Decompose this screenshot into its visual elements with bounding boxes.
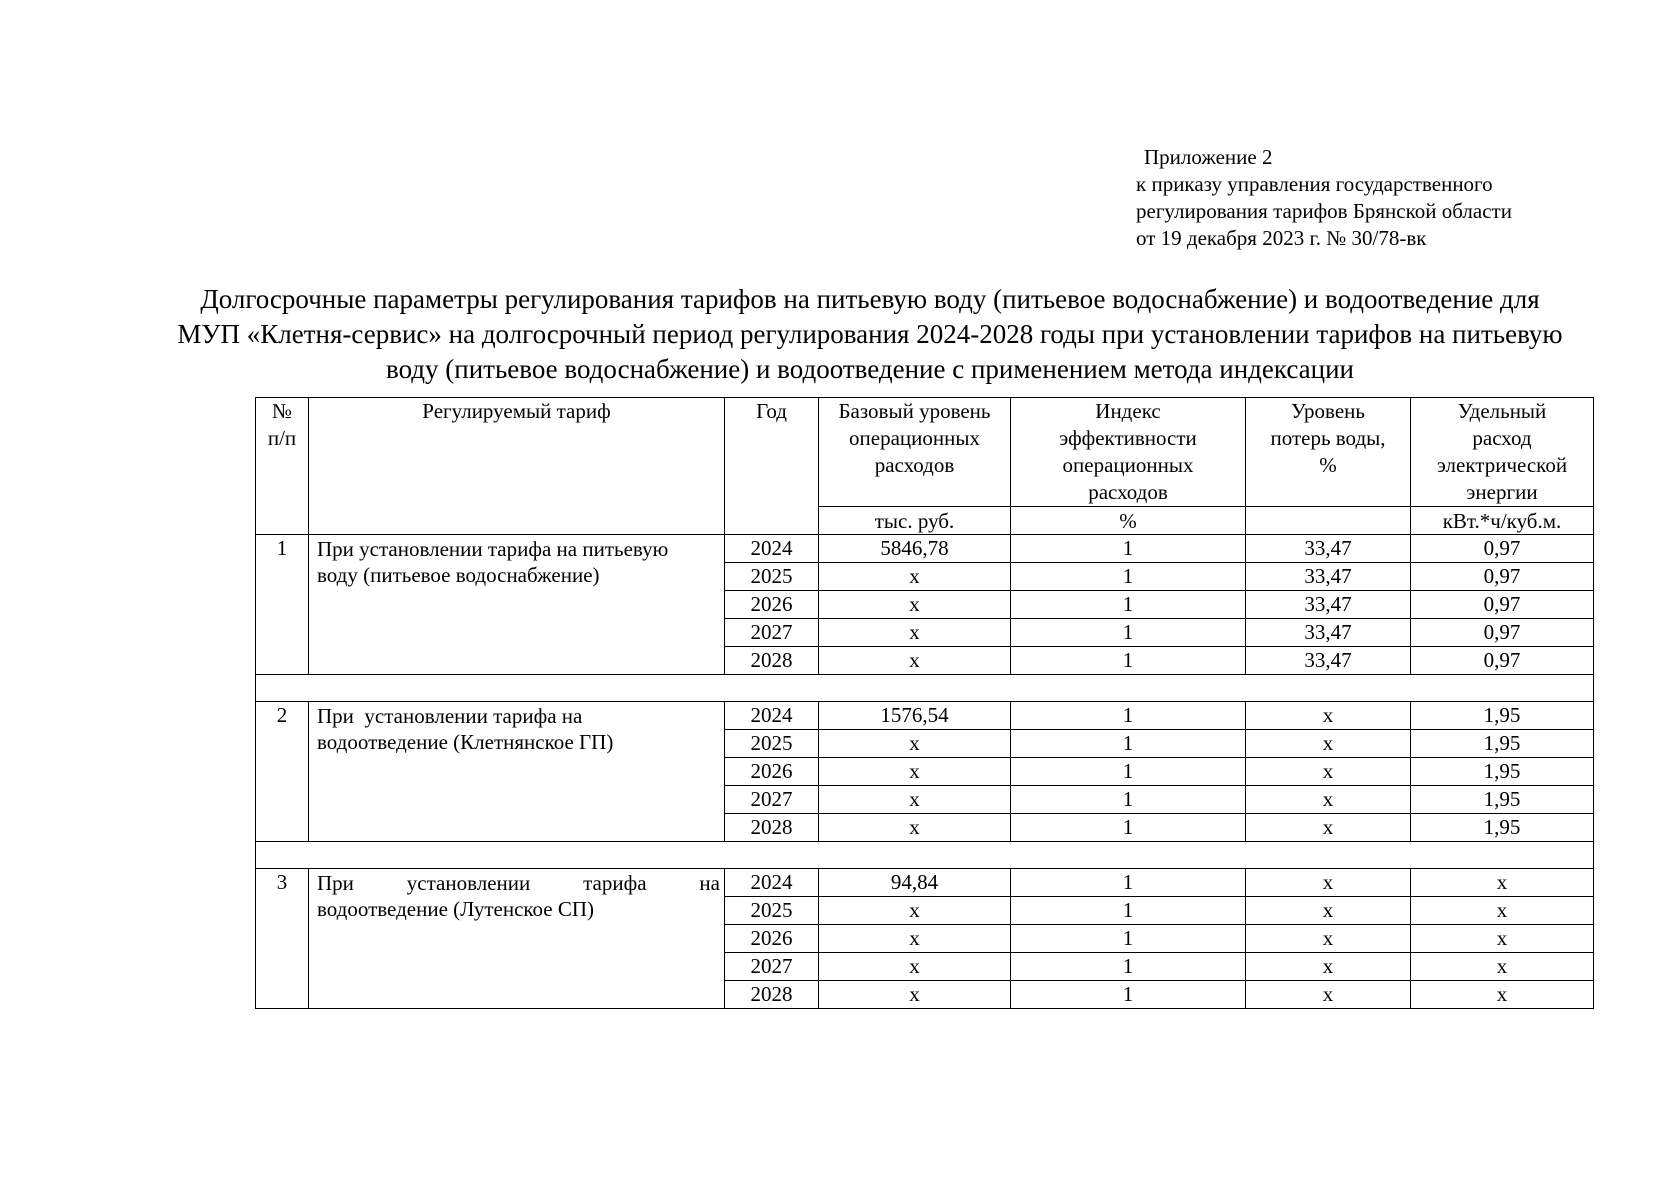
cell-energy: 1,95 [1411,814,1594,842]
table-row [256,702,1594,730]
cell-energy: 1,95 [1411,786,1594,814]
cell-index: 1 [1011,702,1246,730]
tariff-text: При установлении тарифа на питьевую [317,537,669,561]
cell-year: 2026 [725,758,819,786]
cell-year: 2027 [725,953,819,981]
cell-base: x [819,981,1011,1009]
cell-index: 1 [1011,619,1246,647]
cell-base: x [819,730,1011,758]
unit-index: % [1011,507,1246,535]
appendix-note [1136,144,1512,252]
cell-loss: 33,47 [1246,619,1411,647]
cell-base: x [819,758,1011,786]
cell-energy: 0,97 [1411,535,1594,563]
cell-index: 1 [1011,925,1246,953]
tariff-text-justified [317,870,720,896]
cell-loss: 33,47 [1246,647,1411,675]
cell-year: 2025 [725,897,819,925]
cell-energy: 1,95 [1411,730,1594,758]
tariff-word: на [699,871,720,895]
title-line: Долгосрочные параметры регулирования тарифов на питьевую воду (питьевое водоснабжение) и водоотведение для [200,284,1540,314]
title-line: МУП «Клетня-сервис» на долгосрочный период регулирования 2024-2028 годы при установлении тарифов на питьевую [177,319,1563,349]
tariff-text: При установлении тарифа на [317,704,583,728]
header-row [256,398,1594,507]
cell-energy: x [1411,925,1594,953]
cell-base: x [819,897,1011,925]
cell-index: 1 [1011,897,1246,925]
cell-energy: 1,95 [1411,702,1594,730]
tariff-text: водоотведение (Лутенское СП) [317,897,595,921]
cell-index: 1 [1011,591,1246,619]
tariff-description [309,535,725,675]
cell-year: 2024 [725,869,819,897]
cell-loss: x [1246,702,1411,730]
cell-energy: 0,97 [1411,591,1594,619]
header-base-costs [819,398,1011,507]
group-separator [256,675,1594,702]
cell-year: 2025 [725,730,819,758]
header-text: Базовый уровень [838,399,991,423]
header-text: Удельный [1457,399,1547,423]
cell-energy: x [1411,953,1594,981]
cell-base: 5846,78 [819,535,1011,563]
header-text: энергии [1466,480,1538,504]
header-text: № [271,399,293,423]
cell-year: 2024 [725,535,819,563]
header-text: Уровень [1291,399,1365,423]
header-text: п/п [267,426,297,450]
cell-year: 2027 [725,786,819,814]
appendix-line: к приказу управления государственного [1136,172,1493,196]
cell-index: 1 [1011,981,1246,1009]
cell-loss: x [1246,869,1411,897]
tariff-word: установлении [406,871,531,895]
tariff-text: воду (питьевое водоснабжение) [317,563,600,587]
cell-energy: x [1411,981,1594,1009]
header-water-loss [1246,398,1411,507]
cell-base: x [819,925,1011,953]
cell-base: x [819,647,1011,675]
header-tariff: Регулируемый тариф [309,398,725,535]
cell-loss: x [1246,786,1411,814]
cell-year: 2028 [725,814,819,842]
tariff-description [309,869,725,1009]
header-text: операционных [1062,453,1194,477]
cell-loss: x [1246,953,1411,981]
header-text: % [1319,453,1337,477]
header-efficiency-index [1011,398,1246,507]
cell-energy: 0,97 [1411,647,1594,675]
cell-base: 94,84 [819,869,1011,897]
table-body [256,398,1594,1009]
document-title [140,282,1600,387]
cell-index: 1 [1011,786,1246,814]
row-number: 3 [256,869,309,1009]
cell-energy: 1,95 [1411,758,1594,786]
header-number [256,398,309,535]
separator-cell [256,842,1594,869]
table-row [256,535,1594,563]
header-year: Год [725,398,819,535]
cell-loss: 33,47 [1246,535,1411,563]
cell-loss: x [1246,730,1411,758]
separator-cell [256,675,1594,702]
header-text: потерь воды, [1270,426,1386,450]
unit-energy: кВт.*ч/куб.м. [1411,507,1594,535]
cell-base: x [819,786,1011,814]
cell-energy: 0,97 [1411,563,1594,591]
tariff-description [309,702,725,842]
header-text: электрической [1436,453,1568,477]
header-text: эффективности [1059,426,1197,450]
appendix-line: Приложение 2 [1144,145,1273,169]
header-text: расходов [1088,480,1168,504]
table-row [256,869,1594,897]
tariff-text: водоотведение (Клетнянское ГП) [317,730,614,754]
cell-index: 1 [1011,647,1246,675]
cell-loss: x [1246,758,1411,786]
row-number: 2 [256,702,309,842]
cell-year: 2025 [725,563,819,591]
cell-index: 1 [1011,535,1246,563]
cell-loss: 33,47 [1246,591,1411,619]
header-text: операционных [849,426,980,450]
cell-year: 2028 [725,647,819,675]
cell-energy: 0,97 [1411,619,1594,647]
header-text: расходов [874,453,955,477]
tariff-word: При [317,871,354,895]
cell-base: x [819,619,1011,647]
header-text: Индекс [1095,399,1161,423]
cell-base: 1576,54 [819,702,1011,730]
unit-base: тыс. руб. [819,507,1011,535]
appendix-line: регулирования тарифов Брянской области [1136,199,1512,223]
appendix-line: от 19 декабря 2023 г. № 30/78-вк [1136,226,1427,250]
header-text: расход [1472,426,1532,450]
cell-base: x [819,953,1011,981]
cell-year: 2028 [725,981,819,1009]
cell-loss: x [1246,981,1411,1009]
cell-loss: x [1246,897,1411,925]
cell-index: 1 [1011,563,1246,591]
cell-index: 1 [1011,953,1246,981]
cell-loss: x [1246,814,1411,842]
tariff-parameters-table [255,397,1594,1009]
tariff-word: тарифа [583,871,647,895]
cell-year: 2024 [725,702,819,730]
cell-index: 1 [1011,730,1246,758]
cell-base: x [819,814,1011,842]
cell-index: 1 [1011,869,1246,897]
cell-energy: x [1411,897,1594,925]
header-energy-consumption [1411,398,1594,507]
group-separator [256,842,1594,869]
cell-index: 1 [1011,814,1246,842]
row-number: 1 [256,535,309,675]
cell-loss: x [1246,925,1411,953]
title-line: воду (питьевое водоснабжение) и водоотведение с применением метода индексации [386,354,1354,384]
cell-year: 2026 [725,925,819,953]
unit-loss [1246,507,1411,535]
cell-energy: x [1411,869,1594,897]
cell-loss: 33,47 [1246,563,1411,591]
cell-base: x [819,563,1011,591]
cell-index: 1 [1011,758,1246,786]
cell-base: x [819,591,1011,619]
cell-year: 2027 [725,619,819,647]
cell-year: 2026 [725,591,819,619]
